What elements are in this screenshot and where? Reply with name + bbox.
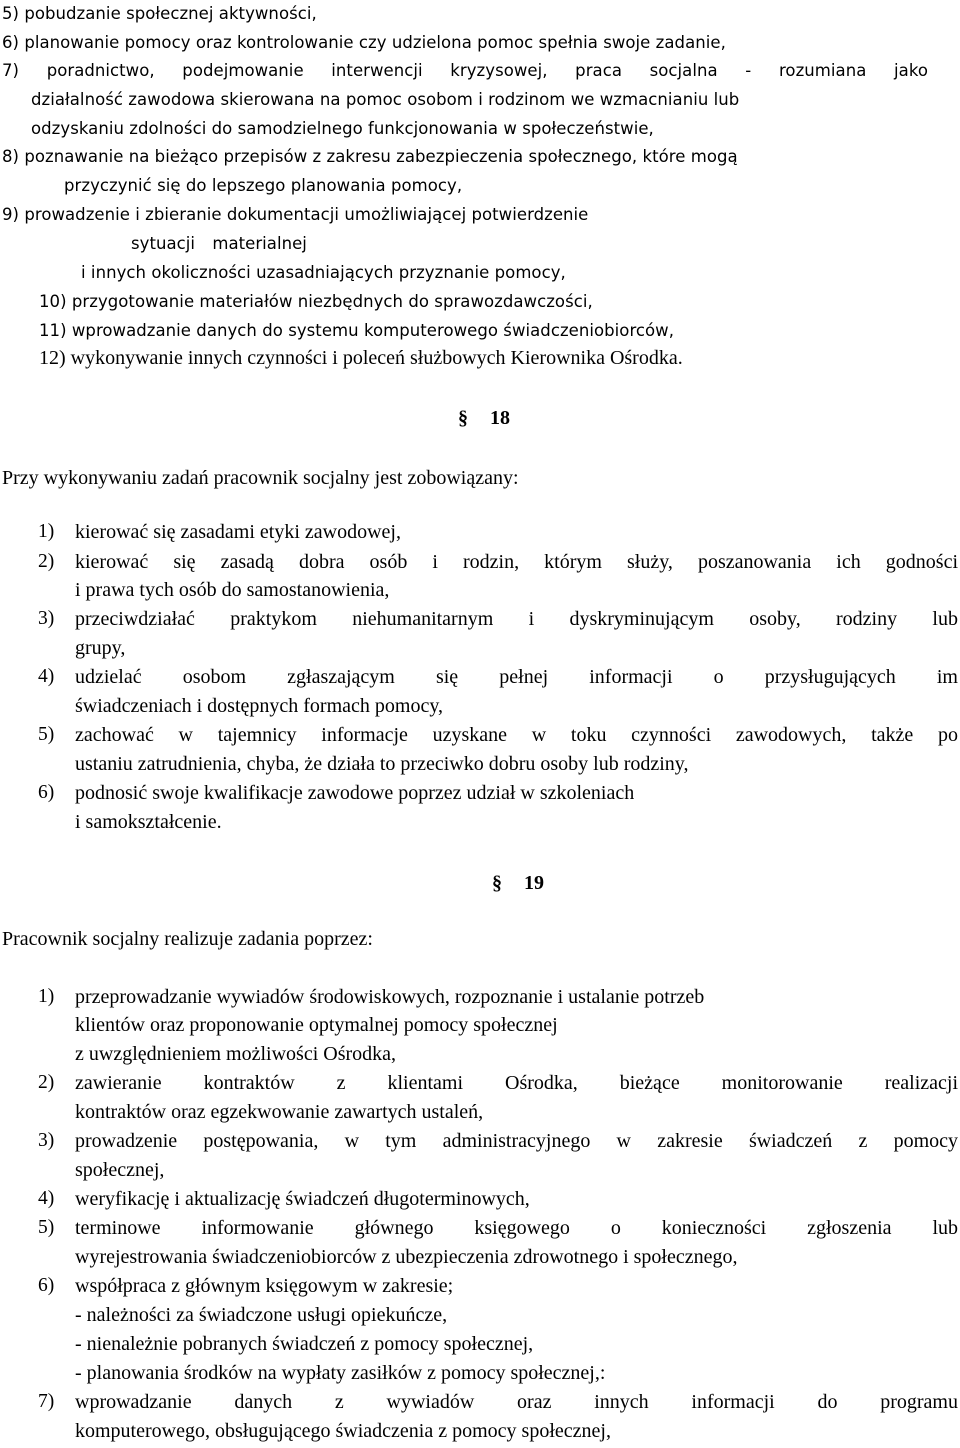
list-item-8-cont: przyczynić się do lepszego planowania pomocy, xyxy=(64,176,463,195)
list-item-text: weryfikację i aktualizację świadczeń długoterminowych, xyxy=(75,1188,530,1210)
list-item-number: 3) xyxy=(38,608,55,629)
list-item-continuation: i prawa tych osób do samostanowienia, xyxy=(75,579,390,601)
list-item-7-text: 7) poradnictwo, podejmowanie interwencji kryzysowej, praca socjalna - rozumiana jako xyxy=(2,61,928,80)
list-item-text: podnosić swoje kwalifikacje zawodowe poprzez udział w szkoleniach xyxy=(75,782,635,804)
list-item-number: 6) xyxy=(38,1275,55,1296)
list-item-text: przeciwdziałać praktykom niehumanitarnym i dyskryminującym osoby, rodziny lub xyxy=(75,608,958,630)
section-18-intro: Przy wykonywaniu zadań pracownik socjalny jest zobowiązany: xyxy=(2,467,519,489)
list-item-text: zawieranie kontraktów z klientami Ośrodka, bieżące monitorowanie realizacji xyxy=(75,1072,958,1094)
list-item-number: 5) xyxy=(38,724,55,745)
list-item-5: 5) pobudzanie społecznej aktywności, xyxy=(2,4,317,23)
section-sign: § xyxy=(492,872,502,894)
list-item-number: 7) xyxy=(38,1391,55,1412)
list-item-text: zachować w tajemnicy informacje uzyskane w toku czynności zawodowych, także po xyxy=(75,724,958,746)
list-item-continuation: społecznej, xyxy=(75,1159,165,1181)
list-item-text: prowadzenie postępowania, w tym administracyjnego w zakresie świadczeń z pomocy xyxy=(75,1130,958,1152)
list-item-continuation: grupy, xyxy=(75,637,126,659)
list-item-number: 2) xyxy=(38,551,55,572)
list-item-text: terminowe informowanie głównego księgowego o konieczności zgłoszenia lub xyxy=(75,1217,958,1239)
list-item-number: 4) xyxy=(38,666,55,687)
list-item-number: 2) xyxy=(38,1072,55,1093)
section-19-intro: Pracownik socjalny realizuje zadania poprzez: xyxy=(2,928,373,950)
list-item-8: 8) poznawanie na bieżąco przepisów z zakresu zabezpieczenia społecznego, które mogą xyxy=(2,147,738,166)
list-item-number: 1) xyxy=(38,521,55,542)
section-sign: § xyxy=(458,407,468,429)
section-18-heading xyxy=(458,406,510,430)
list-item-7-cont-1: działalność zawodowa skierowana na pomoc osobom i rodzinom we wzmacnianiu lub xyxy=(31,90,740,109)
section-number: 19 xyxy=(524,872,544,894)
list-item-continuation: kontraktów oraz egzekwowanie zawartych ustaleń, xyxy=(75,1101,484,1123)
section-19-heading xyxy=(492,871,544,895)
list-item-11: 11) wprowadzanie danych do systemu komputerowego świadczeniobiorców, xyxy=(39,321,675,340)
list-item-text: kierować się zasadami etyki zawodowej, xyxy=(75,521,401,543)
list-item-continuation: komputerowego, obsługującego świadczenia z pomocy społecznej, xyxy=(75,1420,611,1442)
list-item-6: 6) planowanie pomocy oraz kontrolowanie czy udzielona pomoc spełnia swoje zadanie, xyxy=(2,33,726,52)
list-item-continuation: świadczeniach i dostępnych formach pomocy, xyxy=(75,695,444,717)
list-item-number: 4) xyxy=(38,1188,55,1209)
list-item-9-cont-2: i innych okoliczności uzasadniających przyznanie pomocy, xyxy=(81,263,566,282)
list-item-7-cont-2: odzyskaniu zdolności do samodzielnego funkcjonowania w społeczeństwie, xyxy=(31,119,654,138)
list-item-continuation: i samokształcenie. xyxy=(75,811,222,833)
list-item-7 xyxy=(2,59,928,83)
list-item-10: 10) przygotowanie materiałów niezbędnych do sprawozdawczości, xyxy=(39,292,593,311)
list-item-number: 3) xyxy=(38,1130,55,1151)
list-item-continuation: z uwzględnieniem możliwości Ośrodka, xyxy=(75,1043,397,1065)
list-item-continuation: ustaniu zatrudnienia, chyba, że działa to przeciwko dobru osoby lub rodziny, xyxy=(75,753,689,775)
list-item-number: 6) xyxy=(38,782,55,803)
list-item-text: udzielać osobom zgłaszającym się pełnej informacji o przysługujących im xyxy=(75,666,958,688)
list-item-continuation: - nienależnie pobranych świadczeń z pomocy społecznej, xyxy=(75,1333,534,1355)
list-item-continuation: - planowania środków na wypłaty zasiłków z pomocy społecznej,: xyxy=(75,1362,606,1384)
list-item-continuation: - należności za świadczone usługi opiekuńcze, xyxy=(75,1304,448,1326)
list-item-9-cont-1: sytuacji materialnej xyxy=(131,234,307,253)
list-item-12: 12) wykonywanie innych czynności i poleceń służbowych Kierownika Ośrodka. xyxy=(39,347,683,369)
list-item-text: współpraca z głównym księgowym w zakresie; xyxy=(75,1275,454,1297)
list-item-continuation: wyrejestrowania świadczeniobiorców z ubezpieczenia zdrowotnego i społecznego, xyxy=(75,1246,738,1268)
list-item-text: przeprowadzanie wywiadów środowiskowych, rozpoznanie i ustalanie potrzeb xyxy=(75,986,705,1008)
section-number: 18 xyxy=(490,407,510,429)
list-item-number: 1) xyxy=(38,986,55,1007)
list-item-continuation: klientów oraz proponowanie optymalnej pomocy społecznej xyxy=(75,1014,558,1036)
list-item-text: kierować się zasadą dobra osób i rodzin, którym służy, poszanowania ich godności xyxy=(75,551,958,573)
list-item-text: wprowadzanie danych z wywiadów oraz innych informacji do programu xyxy=(75,1391,958,1413)
list-item-9: 9) prowadzenie i zbieranie dokumentacji umożliwiającej potwierdzenie xyxy=(2,205,589,224)
list-item-number: 5) xyxy=(38,1217,55,1238)
